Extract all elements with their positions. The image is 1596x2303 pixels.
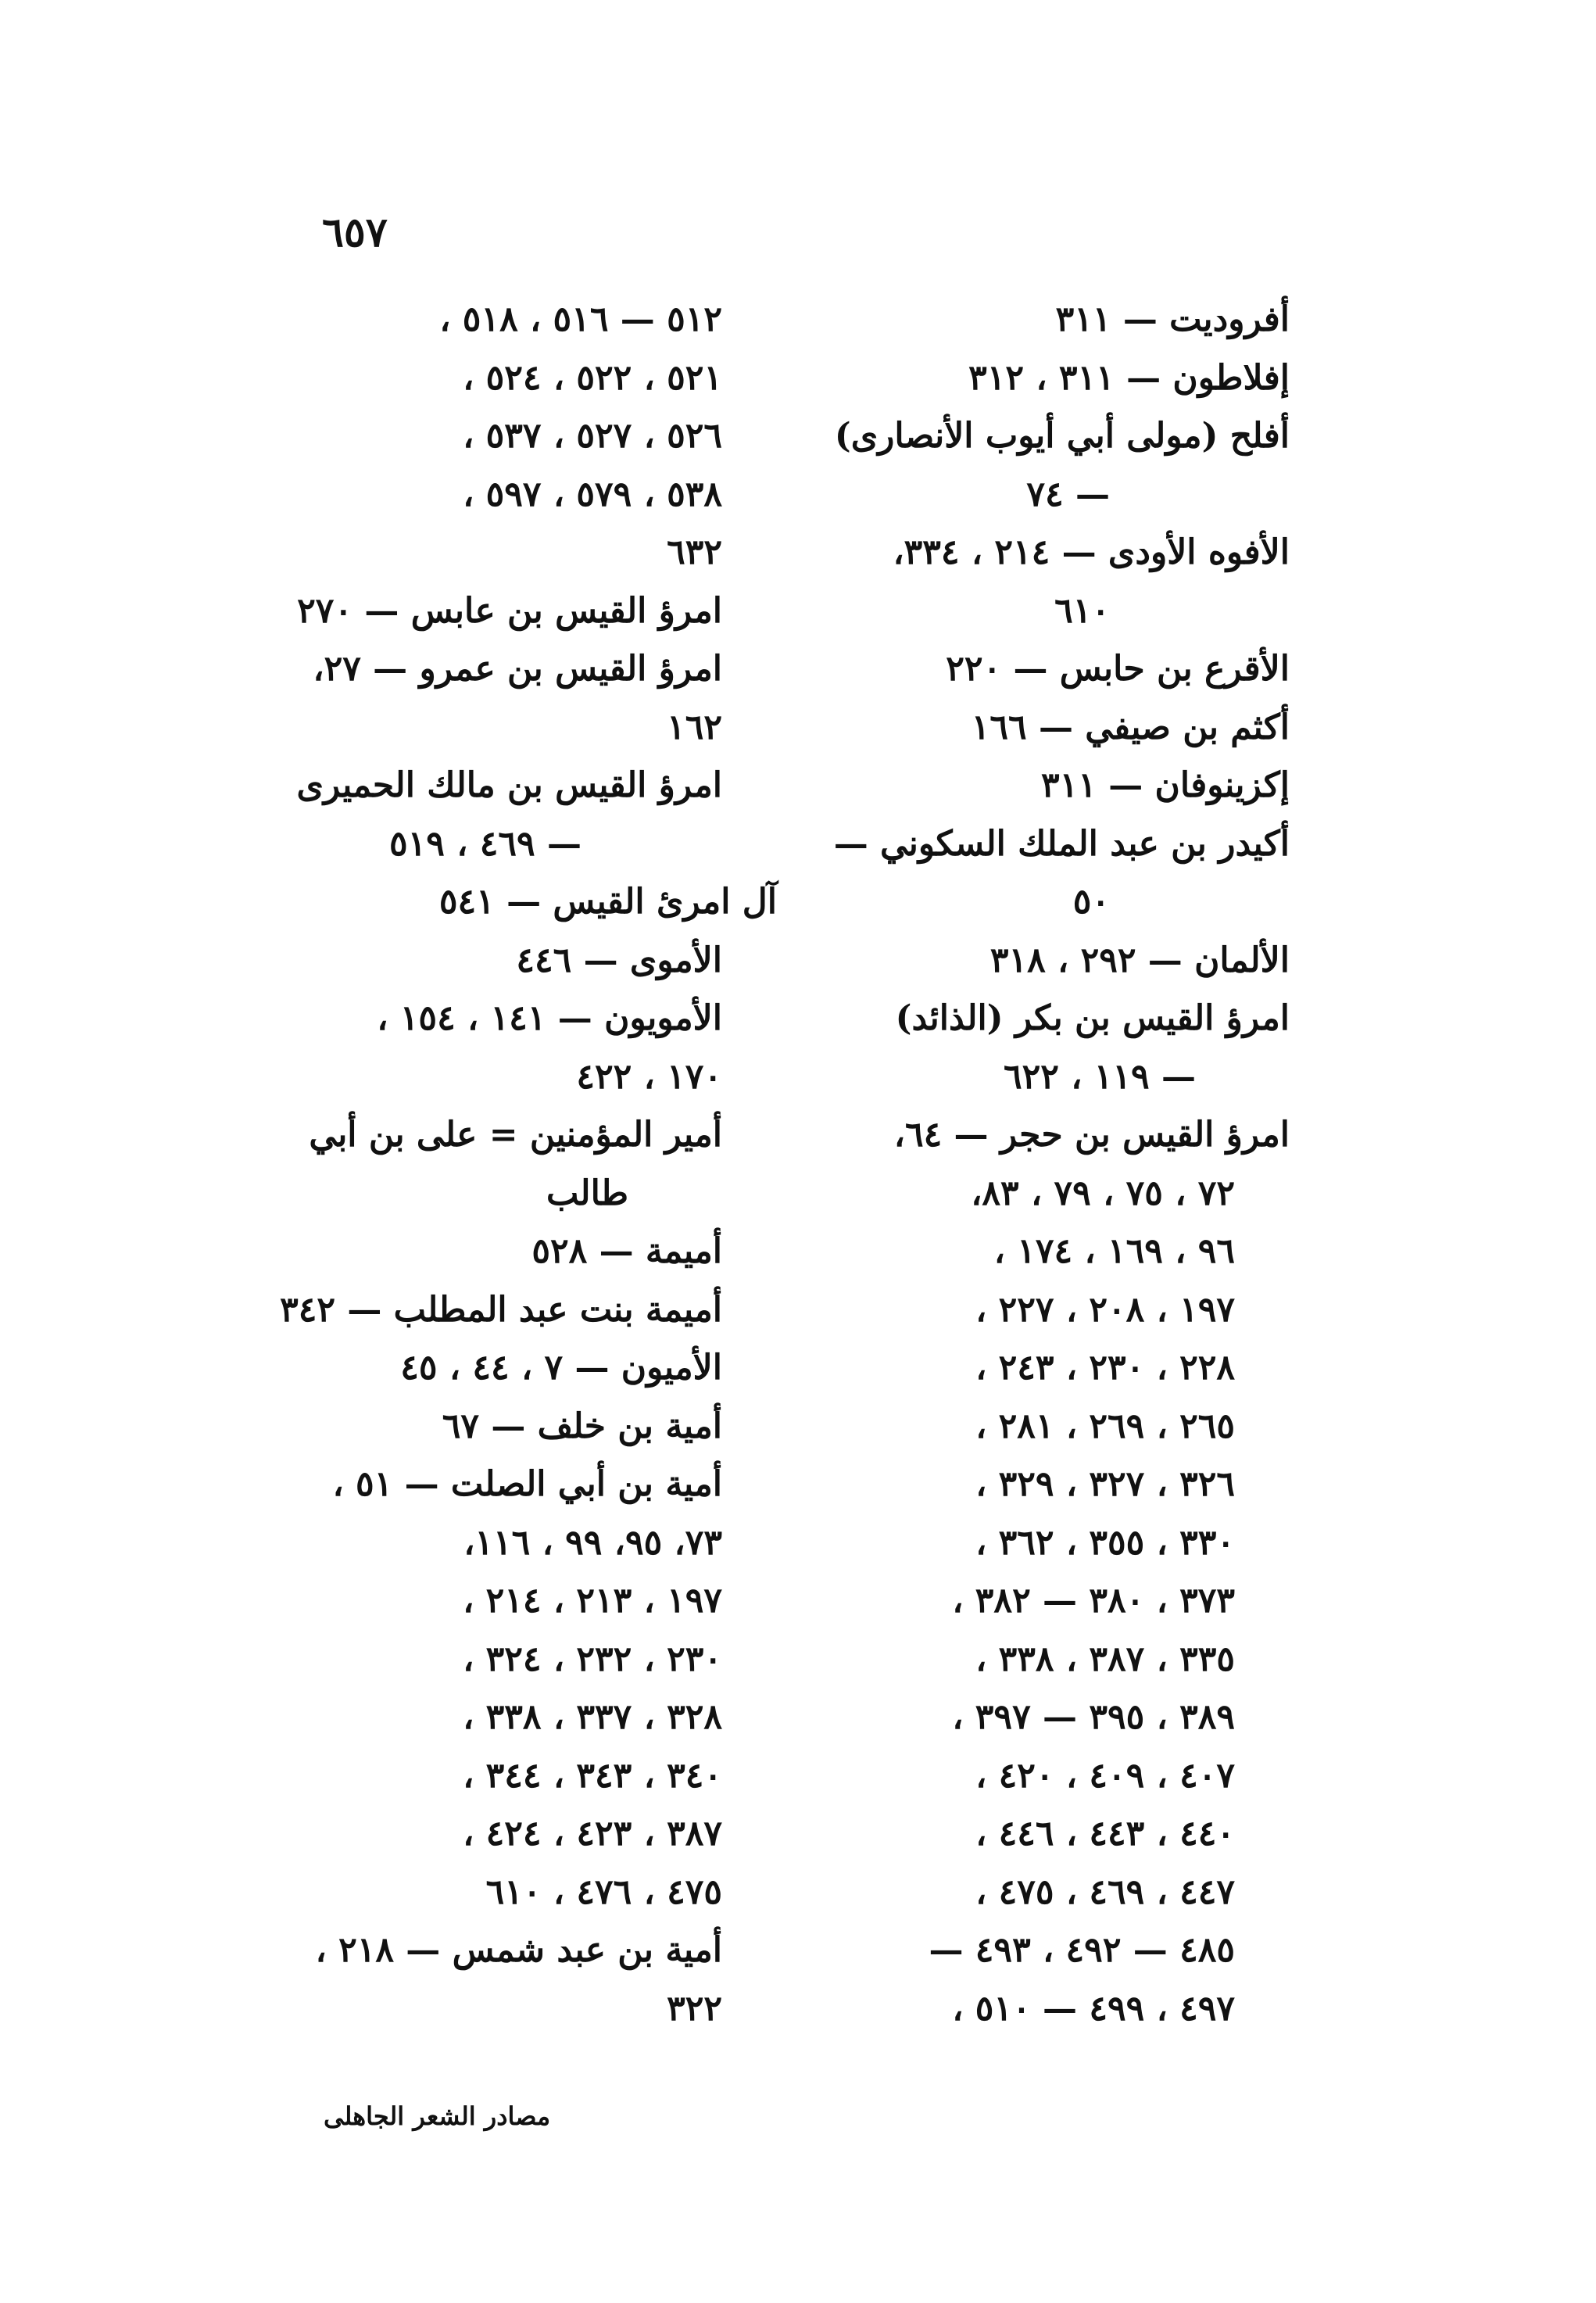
index-entry-line: ٣٨٧ ، ٤٢٣ ، ٤٢٤ ،	[463, 1814, 722, 1854]
index-entry-line: — ٧٤	[1026, 474, 1110, 514]
index-entry-line: أكثم بن صيفي — ١٦٦	[971, 707, 1290, 747]
index-entry-line: ٧٣، ٩٥، ٩٩ ، ١١٦،	[463, 1522, 722, 1563]
index-entry-line: ٢٣٠ ، ٢٣٢ ، ٣٢٤ ،	[463, 1639, 722, 1679]
index-column-left	[238, 291, 777, 2038]
index-entry-line: ٣٣٠ ، ٣٥٥ ، ٣٦٢ ،	[975, 1522, 1235, 1563]
index-entry-line: ٣٣٥ ، ٣٨٧ ، ٣٣٨ ،	[975, 1639, 1235, 1679]
index-entry-line: أفلح (مولى أبي أيوب الأنصارى)	[834, 416, 1290, 456]
index-entry-line: ٤٠٧ ، ٤٠٩ ، ٤٢٠ ،	[975, 1755, 1235, 1796]
index-entry-line: أفروديت — ٣١١	[1055, 299, 1290, 339]
index-entry-line: ١٩٧ ، ٢٠٨ ، ٢٢٧ ،	[975, 1289, 1235, 1330]
index-entry-line: ٥٢١ ، ٥٢٢ ، ٥٢٤ ،	[463, 357, 722, 398]
index-entry-line: امرؤ القيس بن عابس — ٢٧٠	[297, 590, 722, 631]
index-entry-line: ١٧٠ ، ٤٢٢	[576, 1056, 722, 1097]
page-number: ٦٥٧	[322, 209, 388, 256]
index-entry-line: ٥٣٨ ، ٥٧٩ ، ٥٩٧ ،	[463, 474, 722, 514]
index-entry-line: ٤٩٧ ، ٤٩٩ — ٥١٠ ،	[952, 1988, 1235, 2029]
index-entry-line: أمية بن خلف — ٦٧	[442, 1406, 722, 1446]
index-entry-line: آل امرئ القيس — ٥٤١	[438, 882, 777, 922]
index-entry-line: الأمويون — ١٤١ ، ١٥٤ ،	[377, 998, 722, 1038]
index-entry-line: ٣٢٨ ، ٣٣٧ ، ٣٣٨ ،	[463, 1697, 722, 1737]
index-entry-line: ٥٠	[1072, 882, 1110, 922]
index-entry-line: ٤٤٠ ، ٤٤٣ ، ٤٤٦ ،	[975, 1814, 1235, 1854]
index-entry-line: ٥٢٦ ، ٥٢٧ ، ٥٣٧ ،	[463, 416, 722, 456]
index-entry-line: ٣٢٦ ، ٣٢٧ ، ٣٢٩ ،	[975, 1464, 1235, 1504]
footer-book-title: مصادر الشعر الجاهلى	[324, 2101, 551, 2131]
index-entry-line: امرؤ القيس بن حجر — ٦٤،	[893, 1115, 1290, 1155]
index-entry-line: أمير المؤمنين = على بن أبي	[309, 1115, 722, 1155]
index-entry-line: أكيدر بن عبد الملك السكوني —	[833, 823, 1290, 864]
index-entry-line: ٣٤٠ ، ٣٤٣ ، ٣٤٤ ،	[463, 1755, 722, 1796]
index-entry-line: ٤٤٧ ، ٤٦٩ ، ٤٧٥ ،	[975, 1871, 1235, 1912]
index-entry-line: امرؤ القيس بن مالك الحميرى	[296, 765, 722, 805]
index-entry-line: ١٩٧ ، ٢١٣ ، ٢١٤ ،	[463, 1581, 722, 1621]
index-entry-line: ٤٧٥ ، ٤٧٦ ، ٦١٠	[485, 1871, 722, 1912]
index-entry-line: ٢٦٥ ، ٢٦٩ ، ٢٨١ ،	[975, 1406, 1235, 1446]
index-entry-line: — ١١٩ ، ٦٢٢	[1004, 1056, 1196, 1097]
index-entry-line: ٧٢ ، ٧٥ ، ٧٩ ، ٨٣،	[971, 1173, 1235, 1213]
index-entry-line: الأفوه الأودى — ٢١٤ ، ٣٣٤،	[893, 532, 1290, 572]
index-entry-line: ٢٢٨ ، ٢٣٠ ، ٢٤٣ ،	[975, 1348, 1235, 1388]
index-entry-line: امرؤ القيس بن عمرو — ٢٧،	[313, 649, 722, 689]
index-entry-line: ٦٣٢	[667, 532, 722, 572]
index-entry-line: ١٦٢	[667, 707, 722, 747]
index-entry-line: الأموى — ٤٤٦	[516, 940, 722, 980]
index-entry-line: أميمة بنت عبد المطلب — ٣٤٢	[280, 1289, 722, 1330]
index-entry-line: أمية بن عبد شمس — ٢١٨ ،	[315, 1930, 722, 1970]
index-entry-line: ٤٨٥ — ٤٩٢ ، ٤٩٣ —	[929, 1930, 1235, 1970]
index-entry-line: طالب	[546, 1173, 628, 1213]
index-entry-line: ٣٧٣ ، ٣٨٠ — ٣٨٢ ،	[952, 1581, 1235, 1621]
index-column-right	[833, 291, 1290, 2038]
index-entry-line: ٣٨٩ ، ٣٩٥ — ٣٩٧ ،	[952, 1697, 1235, 1737]
index-entry-line: ٩٦ ، ١٦٩ ، ١٧٤ ،	[993, 1231, 1235, 1271]
index-entry-line: — ٤٦٩ ، ٥١٩	[389, 823, 582, 864]
index-entry-line: إكزينوفان — ٣١١	[1041, 765, 1290, 805]
index-entry-line: ٥١٢ — ٥١٦ ، ٥١٨ ،	[439, 299, 722, 339]
index-entry-line: الألمان — ٢٩٢ ، ٣١٨	[989, 940, 1290, 980]
index-entry-line: إفلاطون — ٣١١ ، ٣١٢	[968, 357, 1290, 398]
index-entry-line: أمية بن أبي الصلت — ٥١ ،	[332, 1464, 722, 1504]
index-entry-line: أميمة — ٥٢٨	[531, 1231, 722, 1271]
index-entry-line: امرؤ القيس بن بكر (الذائد)	[895, 998, 1290, 1038]
index-entry-line: الأقرع بن حابس — ٢٢٠	[946, 649, 1290, 689]
index-entry-line: ٦١٠	[1054, 590, 1110, 631]
index-entry-line: ٣٢٢	[667, 1988, 722, 2029]
index-entry-line: الأميون — ٧ ، ٤٤ ، ٤٥	[400, 1348, 722, 1388]
